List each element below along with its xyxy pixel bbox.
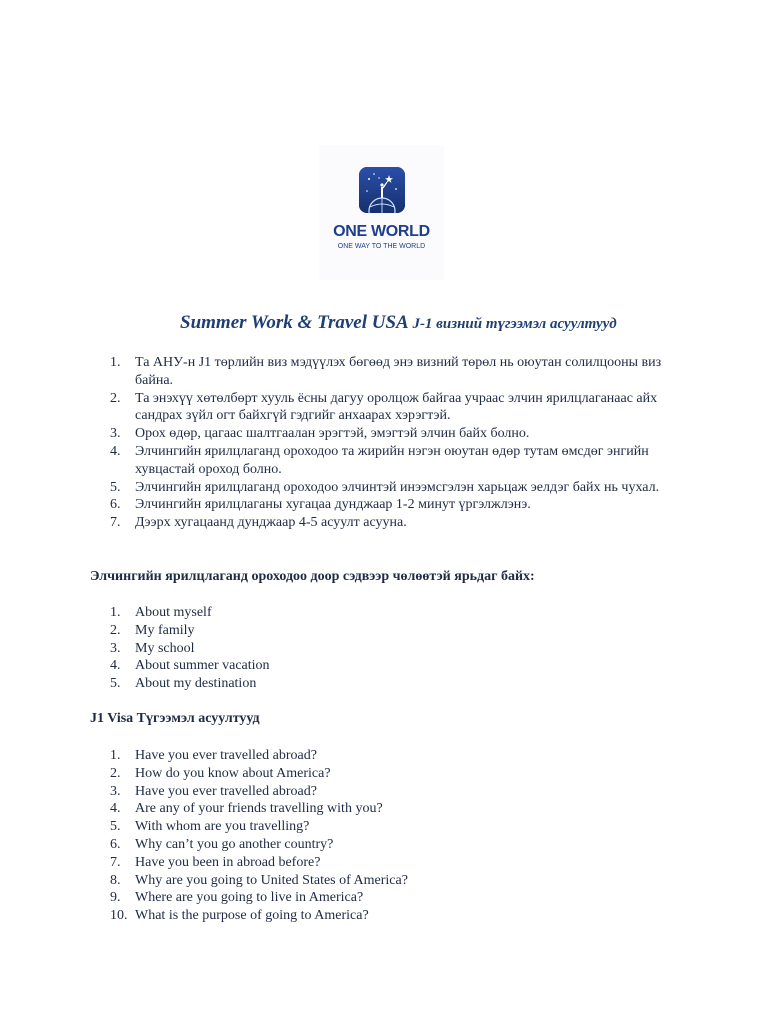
title-sub: J-1 визний түгээмэл асуултууд: [412, 316, 617, 332]
list-item: [110, 783, 408, 801]
topics-list: [110, 604, 270, 693]
list-item-text: Are any of your friends travelling with you?: [135, 801, 383, 817]
list-item-text: Элчингийн ярилцлаганы хугацаа дунджаар 1-2 минут үргэлжлэнэ.: [135, 497, 531, 513]
one-world-logo: [319, 145, 444, 280]
page-title: [180, 312, 617, 334]
list-item-number: 5.: [110, 479, 121, 495]
list-item-number: 3.: [110, 640, 121, 656]
globe-stars-icon: [359, 167, 405, 213]
list-item-text: How do you know about America?: [135, 765, 331, 781]
list-item-number: 2.: [110, 765, 121, 781]
list-item-text: About summer vacation: [135, 658, 270, 674]
list-item: [110, 854, 408, 872]
list-item: [110, 496, 680, 514]
list-item-text: My family: [135, 622, 195, 638]
list-item: [110, 604, 270, 622]
list-item-text: Why are you going to United States of America?: [135, 872, 408, 888]
list-item-text: My school: [135, 640, 195, 656]
list-item-number: 4.: [110, 801, 121, 817]
list-item: [110, 747, 408, 765]
list-item-number: 5.: [110, 819, 121, 835]
list-item-text: Have you ever travelled abroad?: [135, 748, 317, 763]
list-item-number: 3.: [110, 783, 121, 799]
list-item: [110, 425, 680, 443]
questions-list: [110, 747, 408, 925]
list-item-text: Have you ever travelled abroad?: [135, 783, 317, 799]
list-item: [110, 675, 270, 693]
list-item-text: Have you been in abroad before?: [135, 854, 321, 870]
list-item: [110, 479, 680, 497]
list-item-number: 10.: [110, 908, 128, 924]
list-item-text: Дээрх хугацаанд дунджаар 4-5 асуулт асууна.: [135, 515, 407, 531]
list-item-number: 6.: [110, 836, 121, 852]
list-item-text: What is the purpose of going to America?: [135, 908, 369, 924]
title-main: Summer Work & Travel USA: [180, 312, 408, 333]
list-item-number: 5.: [110, 676, 121, 692]
list-item: [110, 836, 408, 854]
list-item: [110, 443, 680, 479]
list-item-number: 1.: [110, 355, 121, 370]
list-item-number: 2.: [110, 622, 121, 638]
list-item-text: Where are you going to live in America?: [135, 890, 364, 906]
questions-heading: J1 Visa Түгээмэл асуултууд: [90, 711, 260, 726]
list-item-number: 7.: [110, 515, 121, 531]
list-item-number: 2.: [110, 390, 121, 406]
list-item-number: 1.: [110, 605, 121, 620]
list-item: [110, 640, 270, 658]
list-item: [110, 872, 408, 890]
list-item-text: About myself: [135, 605, 212, 620]
list-item: [110, 390, 680, 426]
list-item-number: 7.: [110, 854, 121, 870]
list-item-text: Элчингийн ярилцлаганд ороходоо элчинтэй инээмсгэлэн харьцаж эелдэг байх нь чухал.: [135, 479, 660, 495]
list-item-number: 6.: [110, 497, 121, 513]
list-item-text: Та энэхүү хөтөлбөрт хууль ёсны дагуу оролцож байгаа учраас элчин ярилцлаганаас айх сандрах зүйл огт байхгүй гэдгийг анхаарах хэрэгтэй.: [135, 390, 658, 424]
list-item-text: With whom are you travelling?: [135, 819, 310, 835]
topics-heading: Элчингийн ярилцлаганд ороходоо доор сэдвээр чөлөөтэй ярьдаг байх:: [90, 569, 535, 584]
list-item-text: Why can’t you go another country?: [135, 836, 334, 852]
list-item: [110, 514, 680, 532]
list-item-text: Орох өдөр, цагаас шалтгаалан эрэгтэй, эмэгтэй элчин байх болно.: [135, 426, 530, 442]
list-item-number: 4.: [110, 658, 121, 674]
list-item-number: 3.: [110, 426, 121, 442]
list-item-number: 9.: [110, 890, 121, 906]
intro-list: [110, 354, 680, 532]
list-item-text: Та АНУ-н J1 төрлийн виз мэдүүлэх бөгөөд энэ визний төрөл нь оюутан солилцооны виз байна.: [135, 355, 662, 388]
list-item: [110, 800, 408, 818]
list-item: [110, 907, 408, 925]
logo-name: ONE WORLD: [333, 223, 430, 240]
list-item-number: 8.: [110, 872, 121, 888]
list-item: [110, 354, 680, 390]
list-item: [110, 765, 408, 783]
list-item: [110, 622, 270, 640]
logo-tagline: ONE WAY TO THE WORLD: [337, 243, 426, 250]
list-item: [110, 889, 408, 907]
list-item-number: 4.: [110, 443, 121, 459]
list-item-text: Элчингийн ярилцлаганд ороходоо та жирийн нэгэн оюутан өдөр тутам өмсдөг энгийн хувцастай ороход болно.: [135, 443, 649, 477]
list-item-number: 1.: [110, 748, 121, 763]
list-item: [110, 657, 270, 675]
list-item-text: About my destination: [135, 676, 257, 692]
list-item: [110, 818, 408, 836]
